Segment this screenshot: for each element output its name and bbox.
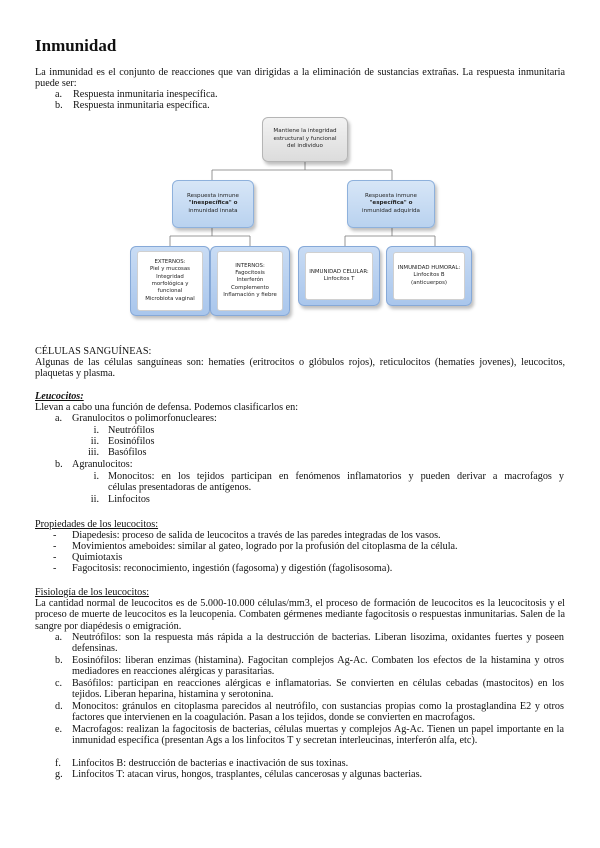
section-heading-leucocitos: Leucocitos: xyxy=(35,391,84,402)
fisiologia-paragraph: La cantidad normal de leucocitos es de 5.000-10.000 células/mm3, el proceso de formación de leucocitos es la leucocitosis y el proceso de muerte de leucocitos es la leucopenia. Combaten gérmenes mediante fagocitosis o respuestas inmunitarias. Salen de la sangre por diapédesis o emigración. xyxy=(35,598,565,632)
list-marker: - xyxy=(53,552,57,563)
list-item: Respuesta inmunitaria inespecífica. xyxy=(73,89,218,100)
list-marker: i. xyxy=(93,471,99,482)
diagram-text: del individuo xyxy=(287,143,323,150)
list-item: Linfocitos B: destrucción de bacterias e inactivación de sus toxinas. xyxy=(72,758,349,769)
list-marker: - xyxy=(53,541,57,552)
list-marker: f. xyxy=(55,758,61,769)
list-marker: iii. xyxy=(87,447,99,458)
diagram-text: Respuesta inmune xyxy=(365,192,417,199)
intro-paragraph: La inmunidad es el conjunto de reacciones que van dirigidas a la eliminación de sustancias extrañas. La respuesta inmunitaria puede ser: xyxy=(35,67,565,90)
list-marker: - xyxy=(53,530,57,541)
list-item: Linfocitos xyxy=(108,494,150,505)
diagram-text: funcional xyxy=(157,288,183,295)
list-item: Basófilos: participan en reacciones alérgicas e inflamatorias. Se convierten en células cebadas (mastocitos) en los tejidos. Liberan heparina, histamina y serotonina. xyxy=(72,678,564,701)
diagram-text: inmunidad adquirida xyxy=(362,207,420,214)
list-item: Linfocitos T: atacan virus, hongos, trasplantes, células cancerosas y algunas bacterias. xyxy=(72,769,423,780)
list-item: Granulocitos o polimorfonucleares: xyxy=(72,413,217,424)
list-marker: ii. xyxy=(90,494,99,505)
diagram-external-content xyxy=(137,251,203,311)
list-item: Basófilos xyxy=(108,447,147,458)
list-item: Diapedesis: proceso de salida de leucocitos a través de las paredes integradas de los vasos. xyxy=(72,530,441,541)
diagram-text: INMUNIDAD CELULAR: xyxy=(309,268,369,275)
celulas-paragraph: Algunas de las células sanguíneas son: hematíes (eritrocitos o glóbulos rojos), reticulocitos (hematíes jovenes), leucocitos, plaquetas y plasma. xyxy=(35,357,565,380)
list-marker: a. xyxy=(55,632,63,643)
list-marker: c. xyxy=(55,678,63,689)
diagram-text: morfológica y xyxy=(151,281,189,287)
diagram-text: (anticuerpos) xyxy=(411,279,447,286)
list-marker: b. xyxy=(55,459,63,470)
list-item: Eosinófilos xyxy=(108,436,155,447)
list-marker: a. xyxy=(55,89,63,100)
list-marker: a. xyxy=(55,413,63,424)
diagram-text: Linfocitos T xyxy=(323,276,355,282)
diagram-text: INMUNIDAD HUMORAL: xyxy=(397,265,461,272)
section-heading-propiedades: Propiedades de los leucocitos: xyxy=(35,519,159,530)
diagram-text: Inflamación y fiebre xyxy=(223,291,277,298)
list-marker: i. xyxy=(93,425,99,436)
list-item-continuation: células presentadoras de antígenos. xyxy=(108,482,252,493)
diagram-text: Linfocitos B xyxy=(413,272,445,279)
list-item: Quimiotaxis xyxy=(72,552,123,563)
diagram-humoral-content xyxy=(393,252,465,300)
list-marker: d. xyxy=(55,701,63,712)
diagram-internal-content xyxy=(217,251,283,311)
list-marker: e. xyxy=(55,724,63,735)
diagram-text: Piel y mucosas xyxy=(150,266,190,273)
diagram-text: inmunidad innata xyxy=(188,207,238,214)
list-marker: b. xyxy=(55,655,63,666)
list-marker: ii. xyxy=(90,436,99,447)
diagram-text: Mantiene la integridad xyxy=(273,128,337,135)
list-item: Neutrófilos: son la respuesta más rápida a la destrucción de bacterias. Liberan lisozima, oxidantes fuertes y poseen defensinas. xyxy=(72,632,564,655)
list-item: Movimientos ameboides: similar al gateo, logrado por la profusión del citoplasma de la célula. xyxy=(72,541,458,552)
diagram-root-box xyxy=(262,117,348,162)
page-title: Inmunidad xyxy=(35,36,117,55)
section-heading-celulas: CÉLULAS SANGUÍNEAS: xyxy=(35,346,152,357)
diagram-text: Respuesta inmune xyxy=(187,192,239,199)
diagram-text: INTERNOS: xyxy=(235,262,265,269)
diagram-text: Interferón xyxy=(236,277,264,284)
diagram-text: Fagocitosis xyxy=(235,270,265,277)
list-marker: - xyxy=(53,563,57,574)
list-item: Monocitos: gránulos en citoplasma parecidos al neutrófilo, con sustancias propias como la prostaglandina E2 y otros factores que intervienen en la coagulación. Pasan a los tejidos, donde se convierten en macrofagos. xyxy=(72,701,564,724)
list-item: Fagocitosis: reconocimiento, ingestión (fagosoma) y digestión (fagolisosoma). xyxy=(72,563,393,574)
diagram-innate-box xyxy=(172,180,254,228)
list-marker: g. xyxy=(55,769,63,780)
list-item: Monocitos: en los tejidos participan en fenómenos inflamatorios y pueden derivar a macrofagos y xyxy=(108,471,564,482)
list-item: Eosinófilos: liberan enzimas (histamina). Fagocitan complejos Ag-Ac. Combaten los efectos de la histamina y otros mediadores en reacciones alérgicas y parasitarias. xyxy=(72,655,564,678)
list-item: Neutrófilos xyxy=(108,425,155,436)
diagram-acquired-box xyxy=(347,180,435,228)
diagram-text: "inespecífica" o xyxy=(188,200,238,207)
section-heading-fisiologia: Fisiología de los leucocitos: xyxy=(35,587,150,598)
list-item: Respuesta inmunitaria específica. xyxy=(73,100,210,111)
list-item: Agranulocitos: xyxy=(72,459,133,470)
list-item: Macrofagos: realizan la fagocitosis de bacterias, células muertas y complejos Ag-Ac. Tienen un papel importante en la inmunidad específica (presentan Ags a los linfocitos T y secretan interleucinas, interferón alfa, etc). xyxy=(72,724,564,747)
diagram-text: "específica" o xyxy=(369,200,413,207)
diagram-text: Integridad xyxy=(156,273,184,280)
diagram-cellular-content xyxy=(305,252,373,300)
list-marker: b. xyxy=(55,100,63,111)
leucocitos-paragraph: Llevan a cabo una función de defensa. Podemos clasificarlos en: xyxy=(35,402,299,413)
diagram-text: Complemento xyxy=(231,284,269,291)
diagram-text: Microbiota vaginal xyxy=(145,295,195,302)
diagram-text: EXTERNOS: xyxy=(154,259,186,266)
diagram-text: estructural y funcional xyxy=(273,135,337,142)
